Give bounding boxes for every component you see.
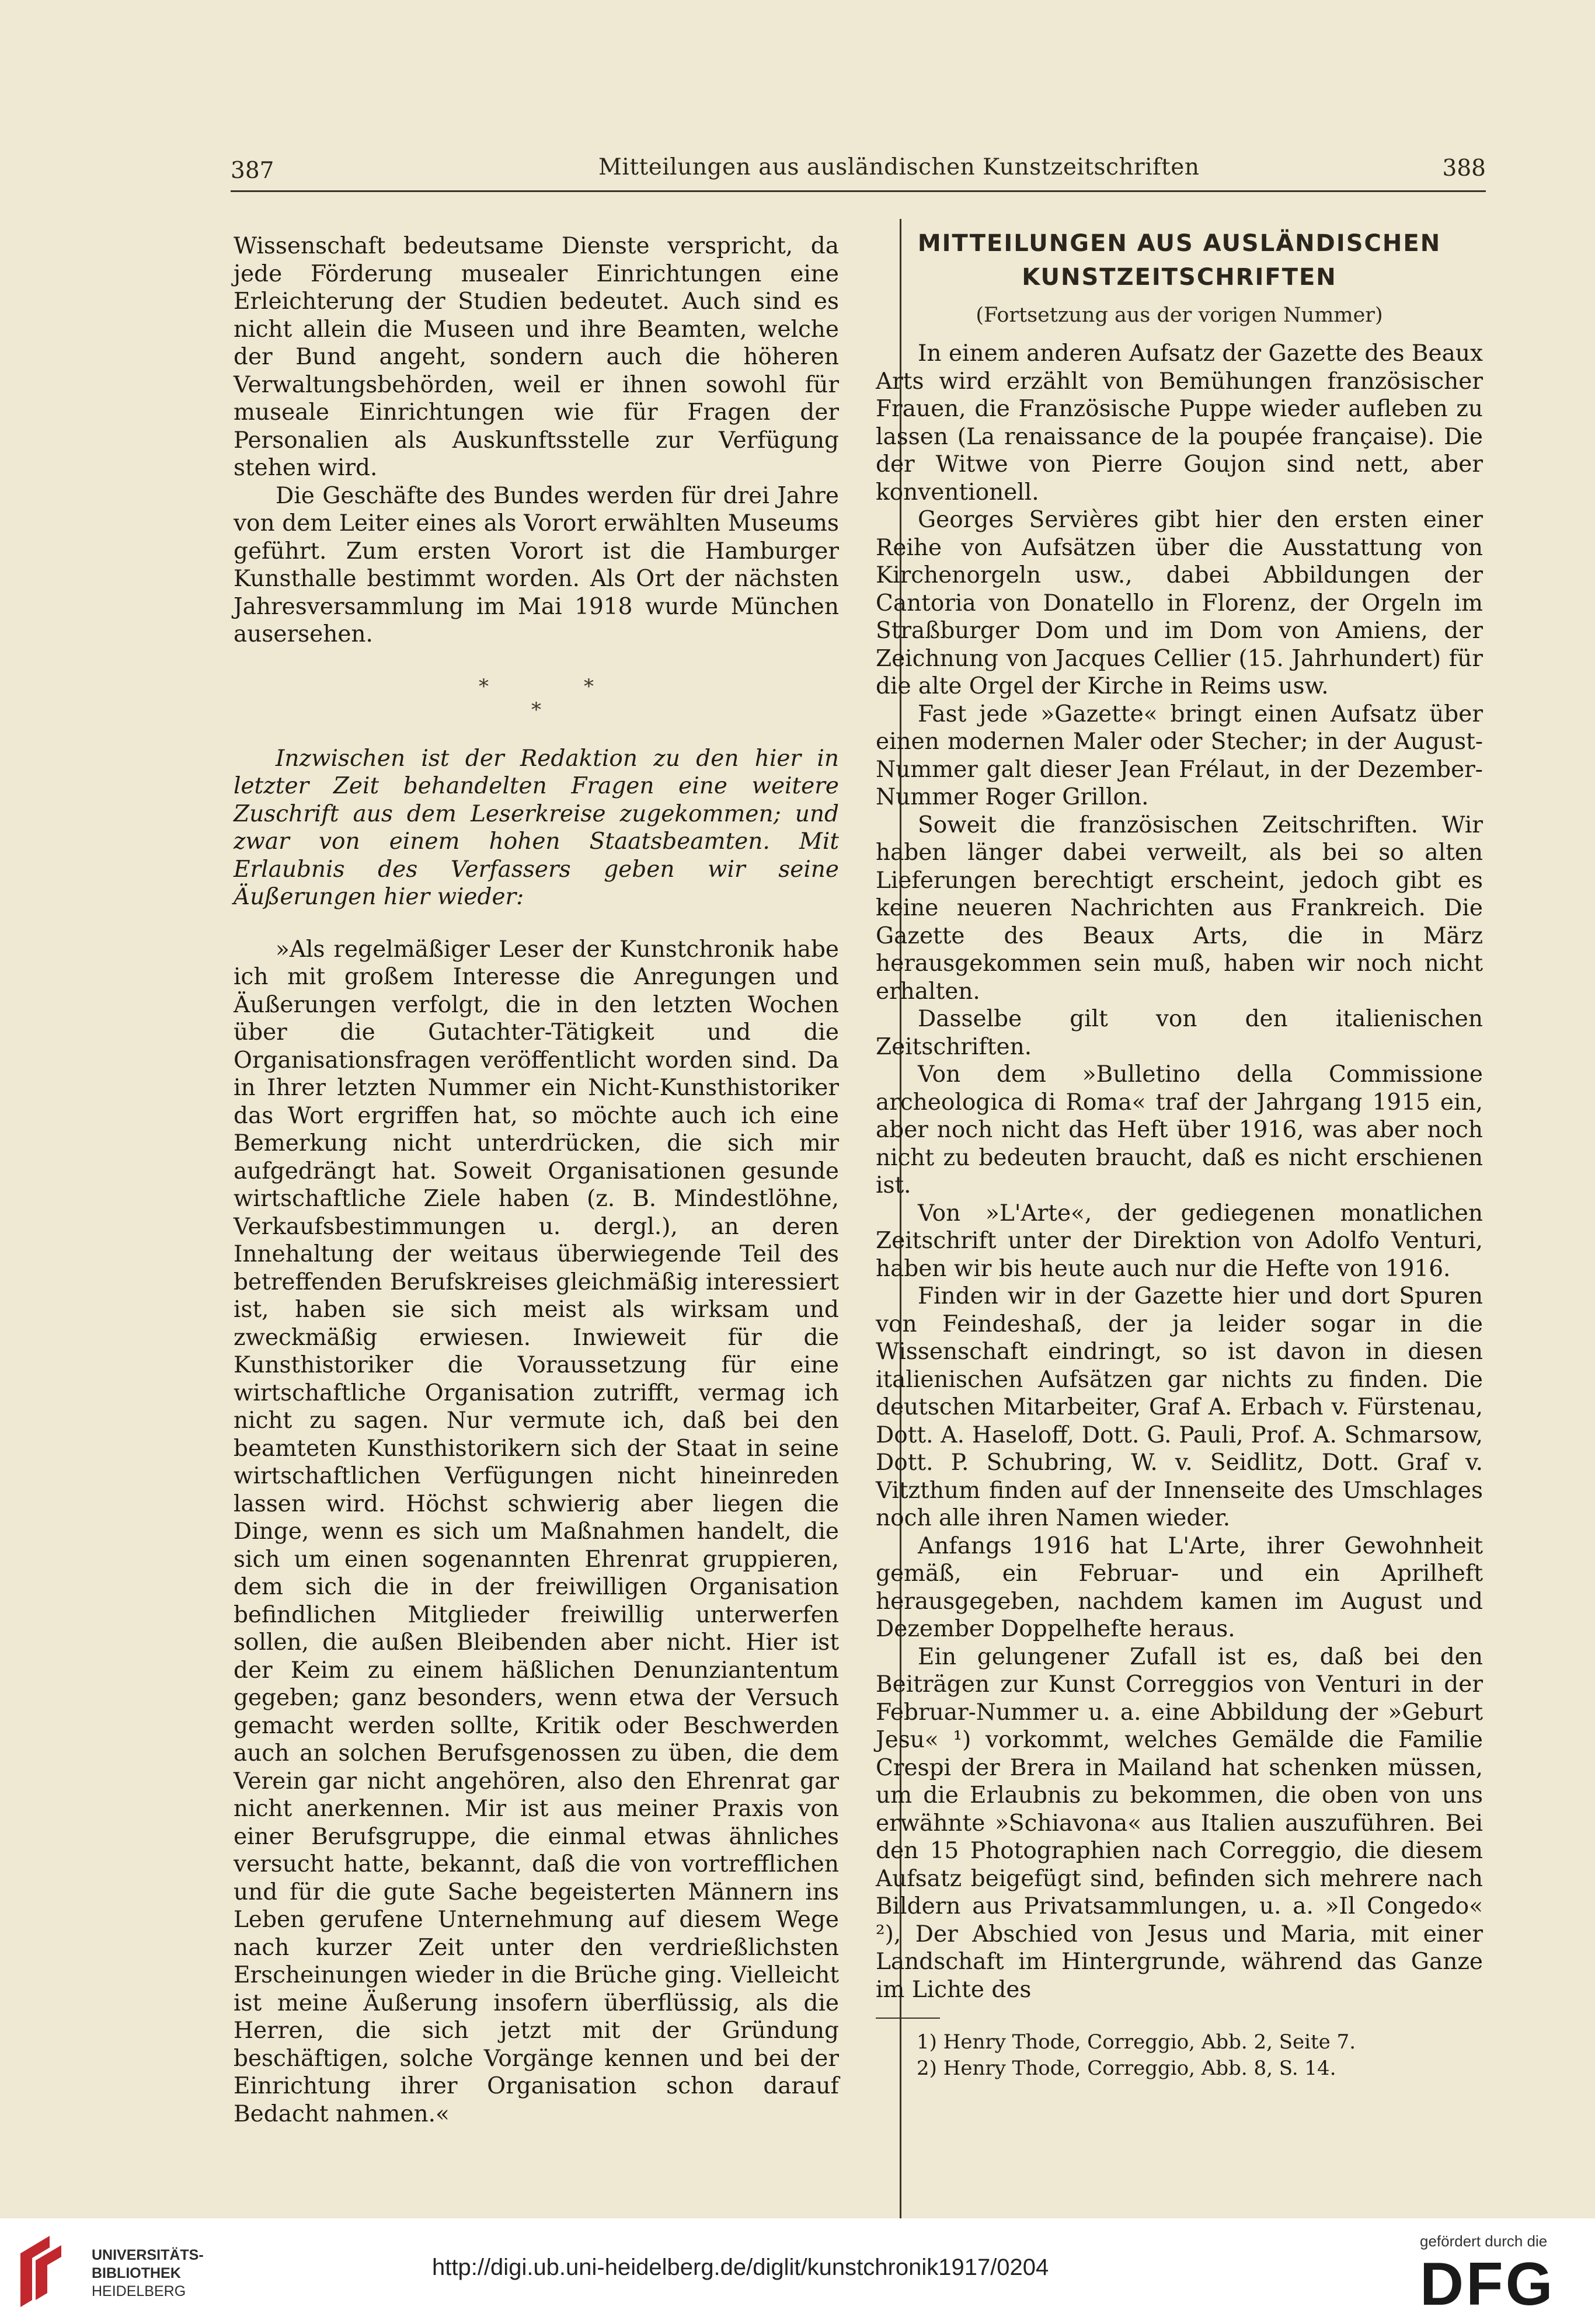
paragraph: In einem anderen Aufsatz der Gazette des Beaux Arts wird erzählt von Bemühungen französischer Frauen, die Französische Puppe wieder aufleben zu lassen (La renaissance de la poupée française). Die der Witwe von Pierre Goujon sind nett, aber konventionell. bbox=[876, 340, 1483, 506]
paragraph: Georges Servières gibt hier den ersten einer Reihe von Aufsätzen über die Ausstattung von Kirchenorgeln usw., dabei Abbildungen der Cantoria von Donatello in Florenz, der Orgeln im Straßburger Dom und im Dom von Amiens, der Zeichnung von Jacques Cellier (15. Jahrhundert) für die alte Orgel der Kirche in Reims usw. bbox=[876, 507, 1483, 699]
dfg-logo: DFG bbox=[1420, 2250, 1555, 2318]
source-url-link[interactable]: http://digi.ub.uni-heidelberg.de/diglit/kunstchronik1917/0204 bbox=[432, 2255, 1049, 2280]
funding-label: gefördert durch die bbox=[1420, 2232, 1548, 2250]
footnote: 2) Henry Thode, Correggio, Abb. 8, S. 14. bbox=[917, 2057, 1336, 2080]
university-library-logo bbox=[15, 2230, 225, 2312]
paragraph: Wissenschaft bedeutsame Dienste verspricht, da jede Förderung musealer Einrichtungen eine Erleichterung der Studien bedeutet. Auch sind es nicht allein die Museen und ihre Beamten, welche der Bund angeht, sondern auch die höheren Verwaltungsbehörden, weil er ihnen sowohl für museale Einrichtungen wie für Fragen der Personalien als Auskunftsstelle zur Verfügung stehen wird. bbox=[234, 233, 839, 481]
paragraph: Ein gelungener Zufall ist es, daß bei den Beiträgen zur Kunst Correggios von Venturi in der Februar-Nummer u. a. eine Abbildung der »Geburt Jesu« ¹) vorkommt, welches Gemälde die Familie Crespi der Brera in Mailand hat schenken müssen, um die Erlaubnis zu bekommen, die oben von uns erwähnte »Schiavona« aus Italien auszuführen. Bei den 15 Photographien nach Correggio, die diesem Aufsatz beigefügt sind, befinden sich mehrere nach Bildern aus Privatsammlungen, u. a. »Il Congedo« ²), Der Abschied von Jesus und Maria, mit einer Landschaft im Hintergrunde, während das Ganze im Lichte des bbox=[876, 1643, 1483, 2003]
asterisk: * bbox=[479, 674, 489, 698]
editor-note-text: Inzwischen ist der Redaktion zu den hier in letzter Zeit behandelten Fragen eine weitere Zuschrift aus dem Leserkreise zugekommen; und zwar von einem hohen Staatsbeamten. Mit Erlaubnis des Verfassers geben wir seine Äußerungen hier wieder: bbox=[234, 745, 839, 910]
footnotes bbox=[876, 2029, 1483, 2082]
left-column bbox=[234, 232, 839, 2128]
library-emblem-icon bbox=[15, 2230, 73, 2312]
editor-note bbox=[234, 745, 839, 911]
section-separator bbox=[234, 661, 839, 723]
running-title: Mitteilungen aus ausländischen Kunstzeitschriften bbox=[598, 154, 1200, 180]
reader-letter: »Als regelmäßiger Leser der Kunstchronik habe ich mit großem Interesse die Anregungen und Äußerungen verfolgt, die in den letzten Wochen über die Gutachter-Tätigkeit und die Organisationsfragen veröffentlicht worden sind. Da in Ihrer letzten Nummer ein Nicht-Kunsthistoriker das Wort ergriffen hat, so möchte auch ich eine Bemerkung nicht unterdrücken, die sich mir aufgedrängt hat. Soweit Organisationen gesunde wirtschaftliche Ziele haben (z. B. Mindestlöhne, Verkaufsbestimmungen u. dergl.), an deren Innehaltung der weitaus überwiegende Teil des betreffenden Berufskreises gleichmäßig interessiert ist, haben sie sich meist als wirksam und zweckmäßig erwiesen. Inwieweit für die Kunsthistoriker die Voraussetzung für eine wirtschaftliche Organisation zutrifft, vermag ich nicht zu sagen. Nur vermute ich, daß bei den beamteten Kunsthistorikern sich der Staat in seine wirtschaftlichen Verfügungen nicht hineinreden lassen wird. Höchst schwierig aber liegen die Dinge, wenn es sich um Maßnahmen handelt, die sich um einen sogenannten Ehrenrat gruppieren, dem sich die in der freiwilligen Organisation befindlichen Mitglieder freiwillig unterwerfen sollen, die außen Bleibenden aber nicht. Hier ist der Keim zu einem häßlichen Denunziantentum gegeben; ganz besonders, wenn etwa der Versuch gemacht werden sollte, Kritik oder Beschwerden auch an solchen Berufsgenossen zu üben, die dem Verein gar nicht angehören, also den Ehrenrat gar nicht anerkennen. Mir ist aus meiner Praxis von einer Berufsgruppe, die einmal etwas ähnliches versucht hatte, bekannt, daß die von vortrefflichen und für die gute Sache begeisterten Männern ins Leben gerufene Unternehmung auf diesem Wege nach kurzer Zeit unter den verdrießlichsten Erscheinungen wieder in die Brüche ging. Vielleicht ist meine Äußerung insofern überflüssig, als die Herren, die sich jetzt mit der Gründung beschäftigen, solche Vorgänge kennen und bei der Einrichtung ihrer Organisation schon darauf Bedacht nahmen.« bbox=[234, 936, 839, 2127]
paragraph: Fast jede »Gazette« bringt einen Aufsatz über einen modernen Maler oder Stecher; in der August-Nummer galt dieser Jean Frélaut, in der Dezember-Nummer Roger Grillon. bbox=[876, 701, 1483, 810]
library-name: UNIVERSITÄTS- BIBLIOTHEK HEIDELBERG bbox=[92, 2247, 204, 2299]
running-header bbox=[231, 151, 1486, 193]
paragraph: Dasselbe gilt von den italienischen Zeitschriften. bbox=[876, 1006, 1483, 1060]
page-number-right: 388 bbox=[1442, 155, 1486, 182]
asterisk: * bbox=[584, 674, 594, 698]
paragraph: Von dem »Bulletino della Commissione archeologica di Roma« traf der Jahrgang 1915 ein, aber noch nicht das Heft über 1916, was aber noch nicht zu bedeuten braucht, daß es nicht erschienen ist. bbox=[876, 1061, 1483, 1198]
section-subtitle: (Fortsetzung aus der vorigen Nummer) bbox=[976, 304, 1383, 327]
paragraph: Von »L'Arte«, der gediegenen monatlichen Zeitschrift unter der Direktion von Adolfo Venturi, haben wir bis heute auch nur die Hefte von 1916. bbox=[876, 1200, 1483, 1282]
asterisk: * bbox=[531, 698, 541, 722]
paragraph: Finden wir in der Gazette hier und dort Spuren von Feindeshaß, der ja leider sogar in die Wissenschaft eindringt, so ist davon in diesen italienischen Aufsätzen gar nichts zu finden. Die deutschen Mitarbeiter, Graf A. Erbach v. Fürstenau, Dott. A. Haseloff, Dott. G. Pauli, Prof. A. Schmarsow, Dott. P. Schubring, W. v. Seidlitz, Dott. Graf v. Vitzthum finden auf der Innenseite des Umschlages noch alle ihren Namen wieder. bbox=[876, 1283, 1483, 1531]
paragraph: Soweit die französischen Zeitschriften. Wir haben länger dabei verweilt, als bei so alten Lieferungen berechtigt erscheint, jedoch gibt es keine neueren Nachrichten aus Frankreich. Die Gazette des Beaux Arts, die in März herausgekommen sein muß, haben wir noch nicht erhalten. bbox=[876, 811, 1483, 1005]
footnote-rule bbox=[876, 2018, 940, 2019]
paragraph: Anfangs 1916 hat L'Arte, ihrer Gewohnheit gemäß, ein Februar- und ein Aprilheft herausgegeben, nachdem kamen im August und Dezember Doppelhefte heraus. bbox=[876, 1532, 1483, 1642]
footnote: 1) Henry Thode, Correggio, Abb. 2, Seite 7. bbox=[917, 2030, 1356, 2054]
header-rule bbox=[231, 190, 1486, 192]
footer-bar bbox=[0, 2218, 1595, 2324]
section-title: MITTEILUNGEN AUS AUSLÄNDISCHEN KUNSTZEITSCHRIFTEN bbox=[917, 230, 1441, 291]
right-column bbox=[876, 227, 1483, 2082]
page-number-left: 387 bbox=[231, 158, 274, 184]
paragraph: Die Geschäfte des Bundes werden für drei Jahre von dem Leiter eines als Vorort erwählten Museums geführt. Zum ersten Vorort ist die Hamburger Kunsthalle bestimmt worden. Als Ort der nächsten Jahresversammlung im Mai 1918 wurde München ausersehen. bbox=[234, 482, 839, 647]
